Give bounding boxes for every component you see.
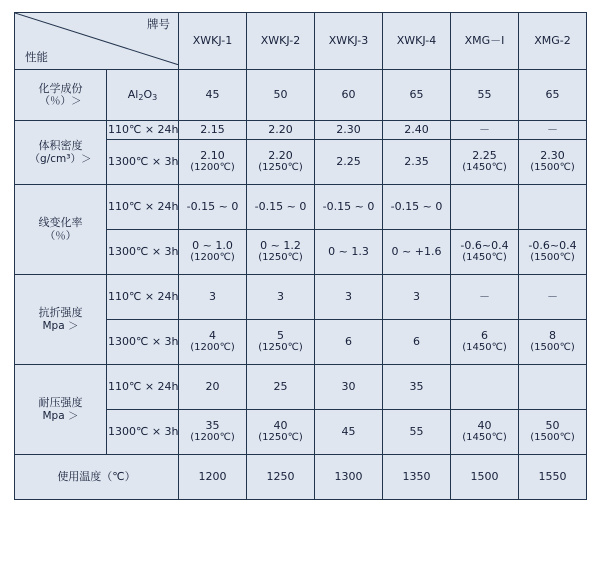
value-cell [383,409,451,454]
value-main: -0.15 ~ 0 [322,199,375,213]
value-sub: (1500℃) [530,162,575,174]
value-cell [247,409,315,454]
value-cell [179,409,247,454]
value-cell [179,121,247,140]
value-sub: (1250℃) [258,342,303,354]
condition-cell: 1300℃ × 3h [107,409,179,454]
grade-header-4: XWKJ-4 [383,13,451,70]
value-main: 6 [481,328,488,342]
value-sub: (1200℃) [190,252,235,264]
value-sub: (1250℃) [258,432,303,444]
value-cell [383,184,451,229]
value-main: 50 [273,88,288,102]
value-cell [179,364,247,409]
value-sub: (1250℃) [258,252,303,264]
value-main: 55 [477,88,492,102]
value-main: 2.10 [200,148,225,162]
value-sub: (1200℃) [190,162,235,174]
value-cell [383,319,451,364]
value-cell [315,121,383,140]
value-cell [179,229,247,274]
value-main: 2.30 [540,148,565,162]
value-main: － [479,289,490,303]
value-main: 40 [477,418,492,432]
value-main: -0.15 ~ 0 [254,199,307,213]
value-cell [247,229,315,274]
condition-cell: 110℃ × 24h [107,274,179,319]
property-unit: （％）＞ [39,95,82,108]
value-cell [247,184,315,229]
property-label: 抗折强度 [38,305,83,319]
value-main: 6 [345,334,352,348]
value-main: 65 [545,88,560,102]
value-sub: (1450℃) [462,342,507,354]
table-row [15,364,587,409]
value-cell [451,409,519,454]
value-cell: 1500 [451,454,519,499]
specification-table [14,12,587,500]
value-main: 30 [341,379,356,393]
value-cell [383,274,451,319]
property-unit: （g/cm³）＞ [29,152,92,165]
value-sub: (1500℃) [530,252,575,264]
value-cell [383,121,451,140]
value-main: 3 [209,289,216,303]
value-main: 65 [409,88,424,102]
value-cell [519,364,587,409]
value-main: -0.6~0.4 [460,238,509,252]
value-cell [315,274,383,319]
table-row [15,70,587,121]
value-main: 45 [341,424,356,438]
grade-header-2: XWKJ-2 [247,13,315,70]
value-main: 2.15 [200,123,225,136]
service-temperature-label: 使用温度（℃） [15,454,179,499]
condition-cell: 110℃ × 24h [107,364,179,409]
value-cell [315,139,383,184]
value-cell [247,70,315,121]
value-main: 0 ~ 1.0 [192,238,233,252]
value-main: 4 [209,328,216,342]
value-cell [519,139,587,184]
value-cell [315,229,383,274]
value-main: -0.15 ~ 0 [390,199,443,213]
value-sub: (1200℃) [190,342,235,354]
value-sub: (1450℃) [462,252,507,264]
value-main: － [547,289,558,303]
value-main: 0 ~ +1.6 [391,244,442,258]
grade-header-1: XWKJ-1 [179,13,247,70]
value-main: 60 [341,88,356,102]
property-label: 体积密度 [38,138,83,152]
property-bulk-density [15,121,107,185]
value-main: 50 [545,418,560,432]
value-cell [451,139,519,184]
value-cell [247,139,315,184]
value-cell [247,319,315,364]
property-unit: （％） [44,229,77,242]
value-cell [383,139,451,184]
value-cell [247,364,315,409]
value-main: 40 [273,418,288,432]
corner-bottom-label: 性能 [25,49,48,64]
value-sub: (1450℃) [462,162,507,174]
value-sub: (1200℃) [190,432,235,444]
grade-header-3: XWKJ-3 [315,13,383,70]
value-cell [179,70,247,121]
value-main: 35 [205,418,220,432]
condition-cell: 110℃ × 24h [107,121,179,140]
condition-cell: 1300℃ × 3h [107,229,179,274]
value-main: 2.20 [268,123,293,136]
value-cell [519,70,587,121]
value-main: -0.6~0.4 [528,238,577,252]
value-main: － [479,123,490,136]
corner-header-cell [15,13,179,70]
value-cell [179,274,247,319]
value-main: 6 [413,334,420,348]
property-label: 耐压强度 [38,395,83,409]
value-cell [519,319,587,364]
corner-top-label: 牌号 [147,17,170,31]
value-cell [179,319,247,364]
value-cell [179,139,247,184]
value-cell [451,70,519,121]
value-cell: 1200 [179,454,247,499]
value-cell [247,121,315,140]
value-main: 2.25 [472,148,497,162]
spec-sheet [0,12,600,579]
value-cell: 1300 [315,454,383,499]
value-cell [451,121,519,140]
condition-cell: 1300℃ × 3h [107,139,179,184]
value-cell [247,274,315,319]
value-main: 35 [409,379,424,393]
value-main: 3 [277,289,284,303]
value-cell [519,274,587,319]
table-row [15,274,587,319]
value-cell [451,319,519,364]
value-main: 2.40 [404,123,429,136]
value-cell [383,229,451,274]
value-main: 2.25 [336,154,361,168]
table-row [15,121,587,140]
value-main: 2.30 [336,123,361,136]
value-main: 20 [205,379,220,393]
property-label: 线变化率 [38,215,83,229]
value-cell [519,121,587,140]
property-linear-change-rate [15,184,107,274]
value-cell [519,409,587,454]
value-cell [451,274,519,319]
property-unit: Mpa ＞ [42,409,79,422]
formula-al2o3: $Al_2O_3$ [127,88,158,103]
condition-cell: 110℃ × 24h [107,184,179,229]
value-cell [315,319,383,364]
value-main: -0.15 ~ 0 [186,199,239,213]
condition-cell: 1300℃ × 3h [107,319,179,364]
value-sub: (1250℃) [258,162,303,174]
value-main: 2.20 [268,148,293,162]
property-flexural-strength [15,274,107,364]
value-cell: 1250 [247,454,315,499]
value-cell [519,229,587,274]
property-label: 化学成份 [38,81,83,95]
property-compressive-strength [15,364,107,454]
value-main: 55 [409,424,424,438]
value-main: 3 [413,289,420,303]
grade-header-6: XMG-2 [519,13,587,70]
value-main: 45 [205,88,220,102]
property-chemical-composition [15,70,107,121]
value-cell: 1550 [519,454,587,499]
value-cell [451,364,519,409]
value-cell [383,70,451,121]
table-row-service-temperature [15,454,587,499]
value-main: 0 ~ 1.3 [328,244,369,258]
table-header-row [15,13,587,70]
value-main: 25 [273,379,288,393]
value-sub: (1500℃) [530,432,575,444]
value-cell: 1350 [383,454,451,499]
value-cell [315,70,383,121]
value-main: 8 [549,328,556,342]
value-cell [519,184,587,229]
value-cell [383,364,451,409]
table-row [15,184,587,229]
value-cell [315,184,383,229]
value-main: 2.35 [404,154,429,168]
grade-header-5: XMG－Ⅰ [451,13,519,70]
value-cell [451,184,519,229]
condition-cell [107,70,179,121]
value-main: 3 [345,289,352,303]
value-sub: (1450℃) [462,432,507,444]
value-cell [315,409,383,454]
value-main: 5 [277,328,284,342]
property-unit: Mpa ＞ [42,319,79,332]
value-cell [451,229,519,274]
value-main: － [547,123,558,136]
value-sub: (1500℃) [530,342,575,354]
value-cell [315,364,383,409]
value-main: 0 ~ 1.2 [260,238,301,252]
value-cell [179,184,247,229]
